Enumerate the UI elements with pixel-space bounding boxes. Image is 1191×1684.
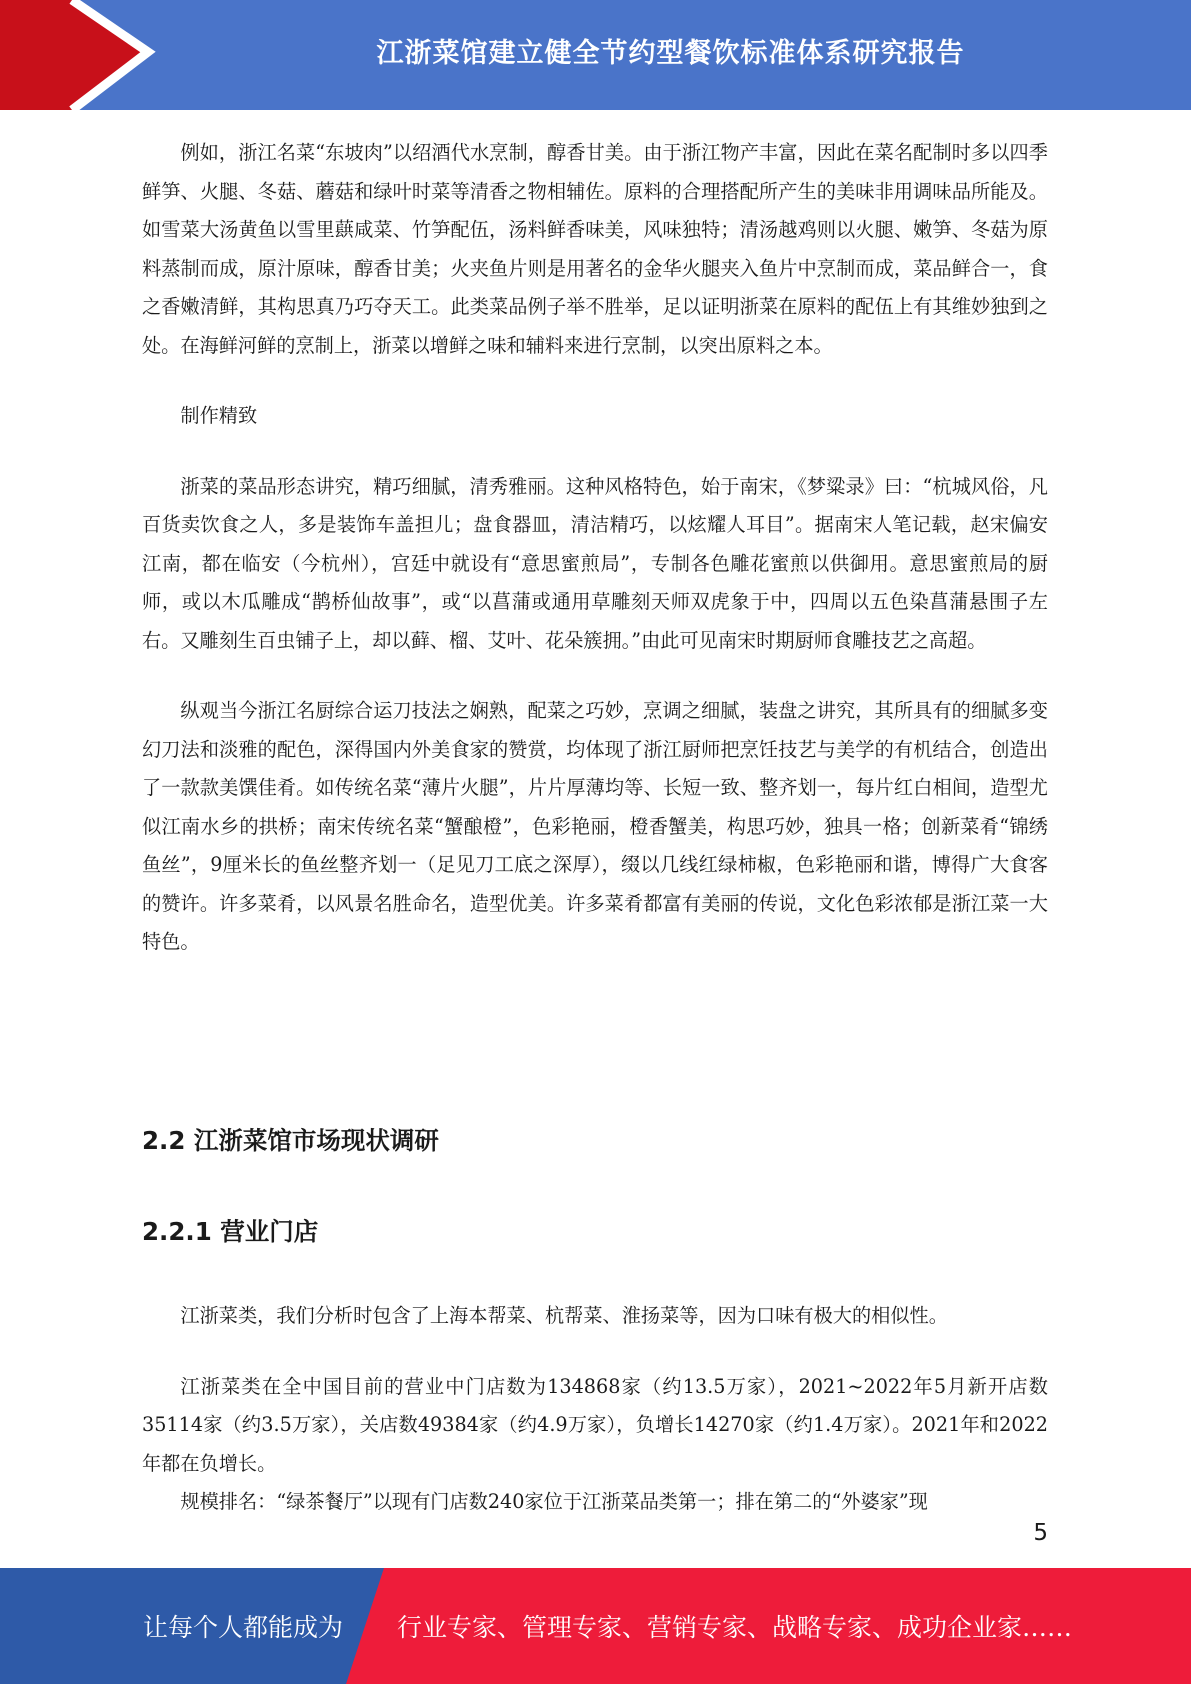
paragraph-2: 浙菜的菜品形态讲究，精巧细腻，清秀雅丽。这种风格特色，始于南宋，《梦粱录》曰：“杭城风俗，凡百货卖饮食之人，多是装饰车盖担儿；盘食器皿，清洁精巧，以炫耀人耳目”。据南宋人笔记载，赵宋偏安江南，都在临安（今杭州），宫廷中就设有“意思蜜煎局”，专制各色雕花蜜煎以供御用。意思蜜煎局的厨师，或以木瓜雕成“鹊桥仙故事”，或“以菖蒲或通用草雕刻天师双虎象于中，四周以五色染菖蒲悬围子左右。又雕刻生百虫铺子上，却以藓、榴、艾叶、花朵簇拥。”由此可见南宋时期厨师食雕技艺之高超。 bbox=[142, 474, 1048, 652]
page-footer bbox=[0, 1568, 1191, 1684]
footer-slogan-right: 行业专家、管理专家、营销专家、战略专家、成功企业家…… bbox=[397, 1613, 1073, 1642]
page-header bbox=[0, 0, 1191, 110]
paragraph-6: 规模排名：“绿茶餐厅”以现有门店数240家位于江浙菜品类第一；排在第二的“外婆家”现 bbox=[180, 1490, 928, 1513]
report-title: 江浙菜馆建立健全节约型餐饮标准体系研究报告 bbox=[376, 37, 965, 69]
subheading-zhizuo: 制作精致 bbox=[180, 404, 258, 427]
paragraph-5: 江浙菜类在全中国目前的营业中门店数为134868家（约13.5万家），2021~2022年5月新开店数35114家（约3.5万家），关店数49384家（约4.9万家），负增长14270家（约1.4万家）。2021年和2022年都在负增长。 bbox=[142, 1374, 1048, 1475]
paragraph-1: 例如，浙江名菜“东坡肉”以绍酒代水烹制，醇香甘美。由于浙江物产丰富，因此在菜名配制时多以四季鲜笋、火腿、冬菇、蘑菇和绿叶时菜等清香之物相辅佐。原料的合理搭配所产生的美味非用调味品所能及。如雪菜大汤黄鱼以雪里蕻咸菜、竹笋配伍，汤料鲜香味美，风味独特；清汤越鸡则以火腿、嫩笋、冬菇为原料蒸制而成，原汁原味，醇香甘美；火夹鱼片则是用著名的金华火腿夹入鱼片中烹制而成，菜品鲜合一，食之香嫩清鲜，其构思真乃巧夺天工。此类菜品例子举不胜举，足以证明浙菜在原料的配伍上有其维妙独到之处。在海鲜河鲜的烹制上，浙菜以增鲜之味和辅料来进行烹制，以突出原料之本。 bbox=[142, 141, 1048, 357]
paragraph-3: 纵观当今浙江名厨综合运刀技法之娴熟，配菜之巧妙，烹调之细腻，装盘之讲究，其所具有的细腻多变幻刀法和淡雅的配色，深得国内外美食家的赞赏，均体现了浙江厨师把烹饪技艺与美学的有机结合，创造出了一款款美馔佳肴。如传统名菜“薄片火腿”，片片厚薄均等、长短一致、整齐划一，每片红白相间，造型尤似江南水乡的拱桥；南宋传统名菜“蟹酿橙”，色彩艳丽，橙香蟹美，构思巧妙，独具一格；创新菜肴“锦绣鱼丝”，9厘米长的鱼丝整齐划一（足见刀工底之深厚），缀以几线红绿柿椒，色彩艳丽和谐，博得广大食客的赞许。许多菜肴，以风景名胜命名，造型优美。许多菜肴都富有美丽的传说，文化色彩浓郁是浙江菜一大特色。 bbox=[142, 699, 1048, 953]
body-content bbox=[142, 134, 1048, 962]
red-chevron-icon bbox=[0, 0, 160, 110]
footer-slogan-left: 让每个人都能成为 bbox=[143, 1613, 344, 1642]
section-heading-2-2-1: 2.2.1 营业门店 bbox=[142, 1217, 319, 1246]
body-content-lower bbox=[142, 1297, 1048, 1522]
paragraph-4: 江浙菜类，我们分析时包含了上海本帮菜、杭帮菜、淮扬菜等，因为口味有极大的相似性。 bbox=[180, 1304, 948, 1327]
section-heading-2-2: 2.2 江浙菜馆市场现状调研 bbox=[142, 1126, 439, 1155]
page-number: 5 bbox=[1033, 1520, 1048, 1546]
